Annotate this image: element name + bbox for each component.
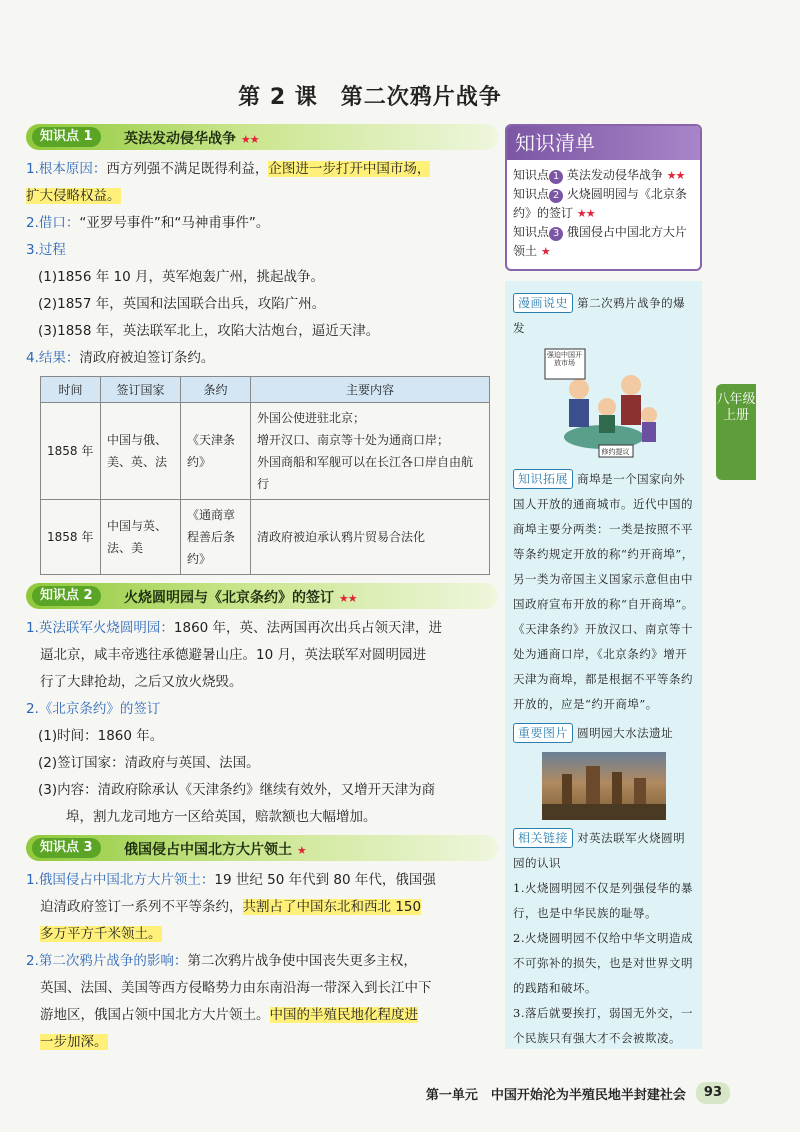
kp2-treaty-heading: 2.《北京条约》的签订 xyxy=(26,701,161,717)
kp1-header xyxy=(26,124,498,150)
checklist-item: 知识点 2 火烧圆明园与《北京条约》的签订 ★★ xyxy=(513,187,687,220)
table-cell: 外国公使进驻北京； 增开汉口、南京等十处为通商口岸； 外国商船和军舰可以在长江各口岸自由航行 xyxy=(251,403,490,500)
treaty-table xyxy=(40,376,490,575)
table-header: 主要内容 xyxy=(251,377,490,403)
kp1-cause-cont: 扩大侵略权益。 xyxy=(26,188,121,204)
image-caption: 重要图片 圆明园大水法遗址 xyxy=(513,721,694,746)
kp2-treaty-1: (1)时间：1860 年。 xyxy=(38,728,164,744)
kp2-treaty-2: (2)签订国家：清政府与英国、法国。 xyxy=(38,755,260,771)
side-notes-panel xyxy=(505,281,702,1049)
checklist-item: 知识点 1 英法发动侵华战争 ★★ xyxy=(513,168,685,182)
extension-tag: 知识拓展 xyxy=(513,469,573,489)
table-cell: 1858 年 xyxy=(41,403,101,500)
star-icon: ★★ xyxy=(338,592,357,605)
extension-note: 知识拓展 商埠是一个国家向外国人开放的通商城市。近代中国的商埠主要分两类：一类是按照不平等条约规定开放的称“约开商埠”，另一类为帝国主义国家示意但由中国政府宣布开放的称“自开商埠”。《天津条约》开放汉口、南京等十处为通商口岸，《北京条约》增开天津为商埠，都是根据不平等条约开放的，应是“约开商埠”。 xyxy=(513,467,694,717)
star-icon: ★★ xyxy=(240,133,259,146)
knowledge-checklist xyxy=(505,124,702,271)
kp3-impact-cont: 一步加深。 xyxy=(40,1034,108,1050)
kp1-cause: 1.根本原因：西方列强不满足既得利益，企图进一步打开中国市场， xyxy=(26,161,431,177)
page-number: 93 xyxy=(696,1082,730,1104)
kp3-russia-cont: 多万平方千米领土。 xyxy=(40,926,162,942)
table-header: 条约 xyxy=(181,377,251,403)
kp1-process-2: (2)1857 年，英国和法国联合出兵，攻陷广州。 xyxy=(38,296,326,312)
kp1-title: 英法发动侵华战争 ★★ xyxy=(124,131,259,147)
kp3-header xyxy=(26,835,498,861)
cartoon-sign: 强迫中国开放市场 xyxy=(547,351,582,367)
image-tag: 重要图片 xyxy=(513,723,573,743)
kp1-process-1: (1)1856 年 10 月，英军炮轰广州，挑起战争。 xyxy=(38,269,325,285)
main-content xyxy=(26,124,498,1056)
kp3-impact: 2.第二次鸦片战争的影响：第二次鸦片战争使中国丧失更多主权， xyxy=(26,953,417,969)
kp2-tag: 知识点 2 xyxy=(32,586,101,606)
table-row xyxy=(41,500,490,575)
kp2-treaty-3: (3)内容：清政府除承认《天津条约》继续有效外，又增开天津为商 xyxy=(38,782,436,798)
star-icon: ★ xyxy=(296,844,306,857)
kp2-burning-cont: 行了大肆抢劫，之后又放火烧毁。 xyxy=(40,674,243,690)
checklist-title: 知识清单 xyxy=(507,126,700,160)
table-cell: 清政府被迫承认鸦片贸易合法化 xyxy=(251,500,490,575)
unit-title: 第一单元 中国开始沦为半殖民地半封建社会 xyxy=(425,1087,686,1103)
page-title: 第 2 课 第二次鸦片战争 xyxy=(238,85,502,110)
kp1-process-heading: 3.过程 xyxy=(26,242,66,258)
kp2-burning-cont: 逼北京，咸丰帝逃往承德避暑山庄。10 月，英法联军对圆明园进 xyxy=(40,647,426,663)
page-footer xyxy=(426,1082,730,1104)
kp3-russia: 1.俄国侵占中国北方大片领土：19 世纪 50 年代到 80 年代，俄国强 xyxy=(26,872,436,888)
kp1-process-3: (3)1858 年，英法联军北上，攻陷大沽炮台，逼近天津。 xyxy=(38,323,380,339)
kp3-impact-cont: 游地区，俄国占领中国北方大片领土。中国的半殖民地化程度进 xyxy=(40,1007,418,1023)
cartoon-sign: 修约提议 xyxy=(601,448,630,456)
table-cell: 1858 年 xyxy=(41,500,101,575)
kp3-tag: 知识点 3 xyxy=(32,838,101,858)
kp2-burning: 1.英法联军火烧圆明园：1860 年，英、法两国再次出兵占领天津，进 xyxy=(26,620,443,636)
link-title: 相关链接 对英法联军火烧圆明园的认识 xyxy=(513,826,694,876)
grade-tab: 八年级上册 xyxy=(716,384,756,480)
kp2-header xyxy=(26,583,498,609)
table-row xyxy=(41,403,490,500)
link-tag: 相关链接 xyxy=(513,828,573,848)
table-cell: 《天津条约》 xyxy=(181,403,251,500)
table-cell: 《通商章程善后条约》 xyxy=(181,500,251,575)
sidebar xyxy=(505,124,702,1049)
link-item: 1.火烧圆明园不仅是列强侵华的暴行，也是中华民族的耻辱。 xyxy=(513,881,693,920)
cartoon-illustration xyxy=(539,345,669,463)
cartoon-caption: 漫画说史 第二次鸦片战争的爆发 xyxy=(513,291,694,341)
kp3-russia-cont: 迫清政府签订一系列不平等条约，共割占了中国东北和西北 150 xyxy=(40,899,422,915)
table-cell: 中国与俄、美、英、法 xyxy=(101,403,181,500)
kp3-impact-cont: 英国、法国、美国等西方侵略势力由东南沿海一带深入到长江中下 xyxy=(40,980,432,996)
table-header: 时间 xyxy=(41,377,101,403)
kp1-tag: 知识点 1 xyxy=(32,127,101,147)
kp3-title: 俄国侵占中国北方大片领土 ★ xyxy=(124,842,306,858)
kp2-treaty-3-cont: 埠，割九龙司地方一区给英国，赔款额也大幅增加。 xyxy=(66,809,377,825)
checklist-item: 知识点 3 俄国侵占中国北方大片领土 ★ xyxy=(513,225,687,258)
kp1-result: 4.结果：清政府被迫签订条约。 xyxy=(26,350,215,366)
link-item: 2.火烧圆明园不仅给中华文明造成不可弥补的损失，也是对世界文明的践踏和破坏。 xyxy=(513,931,693,995)
cartoon-tag: 漫画说史 xyxy=(513,293,573,313)
ruins-photo xyxy=(542,752,666,820)
kp1-pretext: 2.借口：“亚罗号事件”和“马神甫事件”。 xyxy=(26,215,270,231)
table-cell: 中国与英、法、美 xyxy=(101,500,181,575)
kp2-title: 火烧圆明园与《北京条约》的签订 ★★ xyxy=(124,590,357,606)
link-item: 3.落后就要挨打，弱国无外交，一个民族只有强大才不会被欺凌。 xyxy=(513,1006,693,1045)
table-header: 签订国家 xyxy=(101,377,181,403)
